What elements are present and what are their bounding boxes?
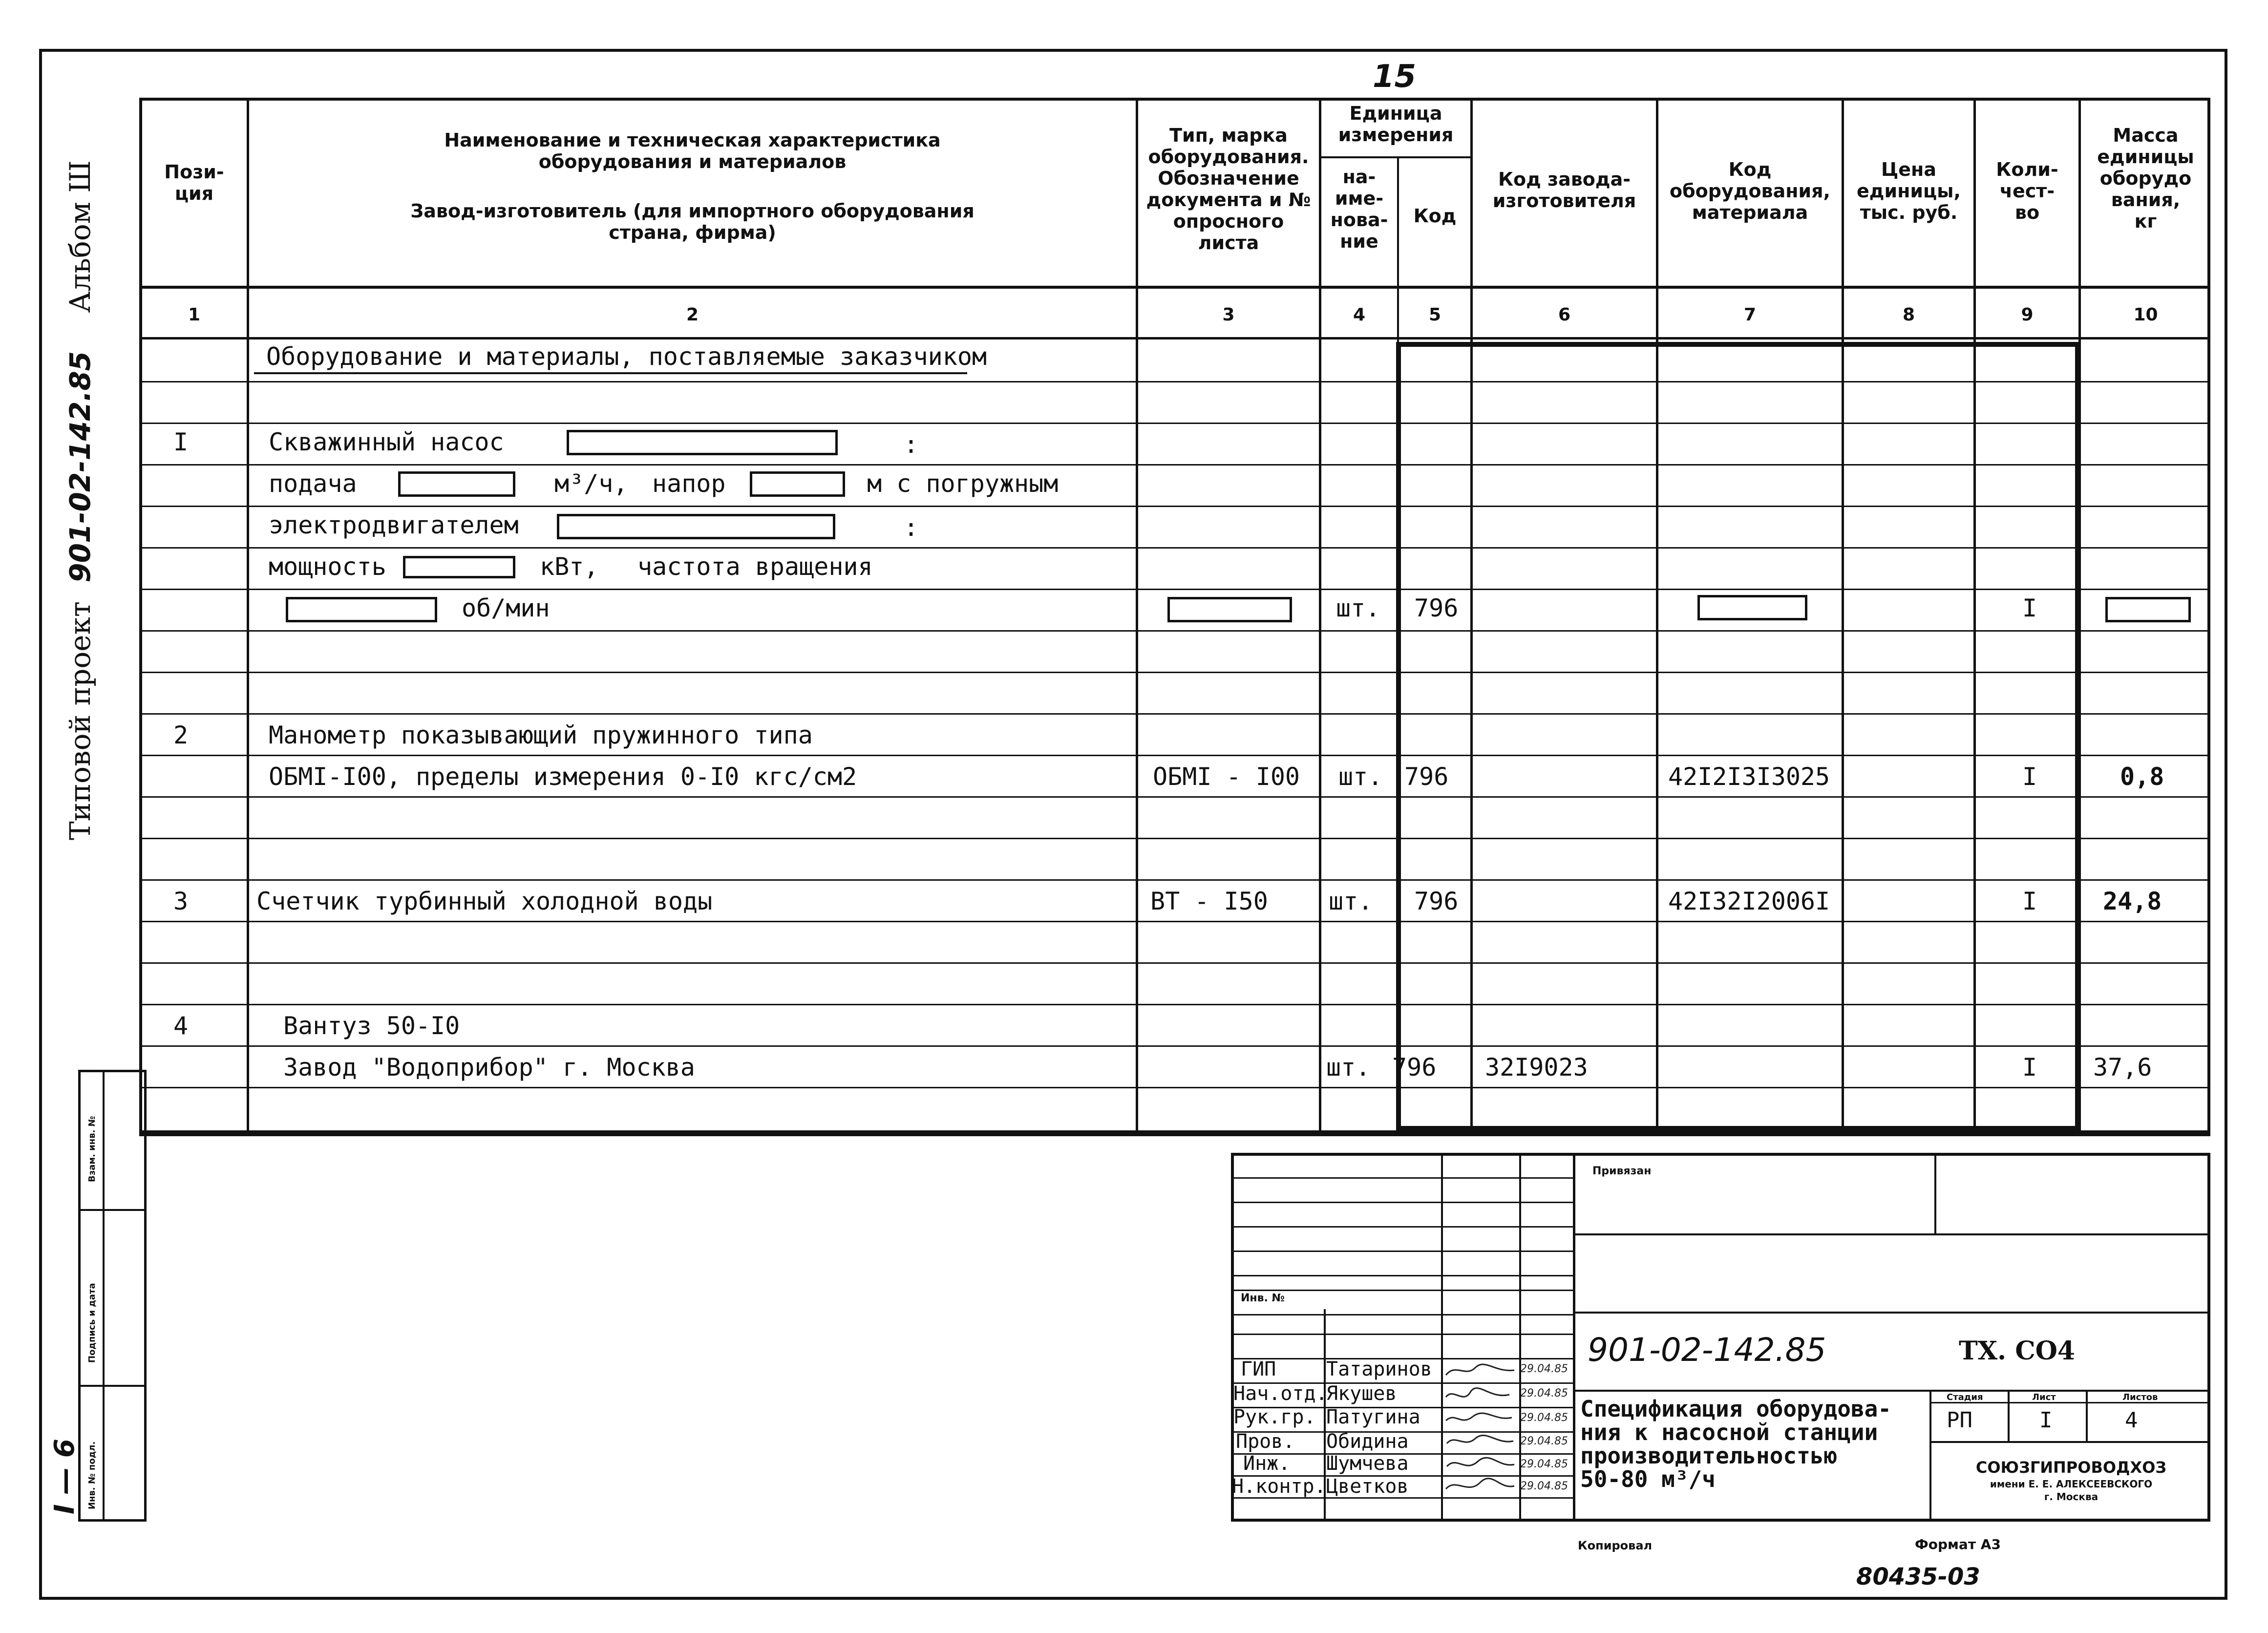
tb-role-4: Инж. — [1243, 1452, 1291, 1475]
r2-a: подача — [269, 469, 357, 498]
r5-qty: I — [2022, 594, 2037, 622]
highlight-border — [1396, 342, 2080, 1131]
blank-equip-code — [1697, 595, 1807, 620]
tb-role-0: ГИП — [1241, 1358, 1276, 1380]
side-project-label — [64, 161, 97, 841]
tb-date-0: 29.04.85 — [1520, 1363, 1568, 1375]
tb-sheet: I — [2039, 1408, 2053, 1433]
tb-date-4: 29.04.85 — [1520, 1458, 1568, 1470]
tb-stage: РП — [1947, 1408, 1972, 1433]
r3-a: электродвигателем — [269, 511, 519, 539]
r8-code: 796 — [1414, 887, 1459, 915]
tb-org-sub: имени Е. Е. АЛЕКСЕЕВСКОГО г. Москва — [1990, 1478, 2153, 1503]
r7-code: 796 — [1404, 763, 1449, 791]
tb-name-3: Обидина — [1326, 1430, 1409, 1453]
tb-privyazan: Привязан — [1592, 1165, 1652, 1177]
tb-date-3: 29.04.85 — [1520, 1435, 1568, 1447]
r6-position: 2 — [173, 721, 189, 749]
colnum-4: 4 — [1353, 305, 1366, 325]
blank-type — [1167, 597, 1292, 622]
signatures — [1441, 1358, 1519, 1500]
r6-name: Манометр показывающий пружинного типа — [269, 721, 813, 749]
colnum-10: 10 — [2133, 305, 2158, 325]
r2-b: м³/ч, — [554, 469, 628, 498]
hdr-name-2: Завод-изготовитель (для импортного оборудования страна, фирма) — [410, 200, 975, 243]
hdr-unit-code: Код — [1413, 205, 1457, 227]
r2-d: м с погружным — [867, 469, 1059, 498]
hdr-quantity: Коли- чест- во — [1996, 159, 2058, 223]
hdr-unit: Единица измерения — [1338, 103, 1454, 146]
colnum-8: 8 — [1902, 305, 1915, 325]
tb-role-5: Н.контр. — [1232, 1475, 1326, 1498]
tb-name-4: Шумчева — [1326, 1452, 1409, 1475]
tb-stage-label: Стадия — [1947, 1392, 1983, 1402]
blank-motor — [557, 514, 835, 539]
r8-mass: 24,8 — [2103, 887, 2162, 915]
hdr-name-1: Наименование и техническая характеристика оборудования и материалов — [444, 129, 941, 172]
section-title: Оборудование и материалы, поставляемые заказчиком — [266, 342, 987, 371]
colnum-3: 3 — [1222, 305, 1235, 325]
r7-unit: шт. — [1338, 763, 1383, 791]
r5-a: об/мин — [462, 594, 550, 622]
r1-colon: : — [904, 430, 919, 459]
side-bottom-number: I — 6 — [49, 1439, 81, 1514]
hdr-equipment-code: Код оборудования, материала — [1670, 159, 1830, 223]
r8-type: ВТ - I50 — [1150, 887, 1268, 915]
r7-qty: I — [2022, 763, 2037, 791]
r1-name: Скважинный насос — [269, 428, 504, 456]
tb-date-5: 29.04.85 — [1520, 1480, 1568, 1492]
colnum-5: 5 — [1428, 305, 1441, 325]
hdr-position: Пози- ция — [164, 161, 224, 204]
blank-flow — [398, 471, 515, 497]
colnum-2: 2 — [686, 305, 699, 325]
blank-mass — [2105, 597, 2191, 622]
hdr-type: Тип, марка оборудования. Обозначение документа и № опросного листа — [1146, 125, 1311, 254]
r10-unit: шт. — [1326, 1053, 1371, 1082]
footer-stamp-number: 80435-03 — [1856, 1563, 1980, 1591]
tb-sheets-label: Листов — [2122, 1392, 2158, 1402]
r8-qty: I — [2022, 887, 2037, 915]
side-project: Типовой проект — [64, 601, 97, 840]
tb-date-2: 29.04.85 — [1520, 1412, 1568, 1424]
tb-sheets: 4 — [2125, 1408, 2138, 1433]
tb-org: СОЮЗГИПРОВОДХОЗ — [1975, 1458, 2167, 1477]
r4-a: мощность — [269, 552, 386, 581]
side-project-code: 901-02-142.85 — [64, 351, 97, 583]
colnum-1: 1 — [188, 305, 201, 325]
r7-equip: 42I2I3I3025 — [1668, 763, 1830, 791]
r10-mass: 37,6 — [2093, 1053, 2152, 1082]
r10-code: 796 — [1392, 1053, 1437, 1082]
tb-role-3: Пров. — [1236, 1430, 1295, 1453]
side-album: Альбом Ш — [64, 160, 97, 313]
tb-name-5: Цветков — [1326, 1475, 1409, 1498]
r10-name: Завод "Водоприбор" г. Москва — [283, 1053, 695, 1082]
colnum-7: 7 — [1743, 305, 1757, 325]
colnum-6: 6 — [1558, 305, 1571, 325]
footer-copied: Копировал — [1578, 1539, 1653, 1552]
r5-unit: шт. — [1336, 594, 1380, 622]
tb-name-0: Татаринов — [1326, 1358, 1432, 1380]
r7-mass: 0,8 — [2120, 763, 2164, 791]
hdr-unit-name: на- име- нова- ние — [1330, 166, 1388, 252]
r8-unit: шт. — [1329, 887, 1373, 915]
hdr-factory-code: Код завода- изготовителя — [1492, 169, 1636, 212]
colnum-9: 9 — [2021, 305, 2034, 325]
stamp-label-1: Взам. инв. № — [87, 1116, 97, 1182]
r1-position: I — [173, 428, 189, 456]
tb-name-2: Патугина — [1326, 1406, 1420, 1428]
r9-name: Вантуз 50-I0 — [283, 1012, 460, 1040]
page-number: 15 — [1373, 59, 1417, 95]
blank-head — [750, 471, 845, 497]
r5-code: 796 — [1414, 594, 1459, 622]
tb-date-1: 29.04.85 — [1520, 1387, 1568, 1400]
stamp-label-3: Инв. № подл. — [87, 1441, 97, 1509]
tb-name-1: Якушев — [1326, 1382, 1397, 1405]
r10-qty: I — [2022, 1053, 2037, 1082]
hdr-price: Цена единицы, тыс. руб. — [1857, 159, 1961, 223]
tb-role-2: Рук.гр. — [1233, 1406, 1316, 1428]
blank-rpm — [286, 597, 437, 622]
tb-title: Спецификация оборудова- ния к насосной станции производительностью 50-80 м³/ч — [1580, 1396, 1891, 1492]
stamp-label-2: Подпись и дата — [87, 1283, 97, 1363]
r8-name: Счетчик турбинный холодной воды — [256, 887, 713, 915]
hdr-mass: Масса единицы оборудо вания, кг — [2097, 125, 2194, 232]
r4-c: частота вращения — [637, 552, 873, 581]
tb-doc-code: 901-02-142.85 — [1588, 1331, 1826, 1369]
r3-colon: : — [904, 513, 919, 542]
blank-pump-model — [567, 430, 838, 455]
r8-equip: 42I32I2006I — [1668, 887, 1830, 915]
r9-position: 4 — [173, 1012, 189, 1040]
r7-type: ОБМI - I00 — [1153, 763, 1300, 791]
r2-c: напор — [652, 469, 726, 498]
tb-sheet-label: Лист — [2032, 1392, 2056, 1402]
r10-factory: 32I9023 — [1485, 1053, 1588, 1082]
tb-inv-no: Инв. № — [1241, 1292, 1285, 1304]
r8-position: 3 — [173, 887, 189, 915]
blank-power — [403, 556, 515, 578]
r4-b: кВт, — [540, 552, 599, 581]
tb-role-1: Нач.отд. — [1233, 1382, 1328, 1405]
tb-sheet-code: ТХ. СО4 — [1959, 1336, 2076, 1366]
r7-name: ОБМI-I00, пределы измерения 0-I0 кгс/см2 — [269, 763, 857, 791]
footer-format: Формат А3 — [1915, 1536, 2001, 1552]
